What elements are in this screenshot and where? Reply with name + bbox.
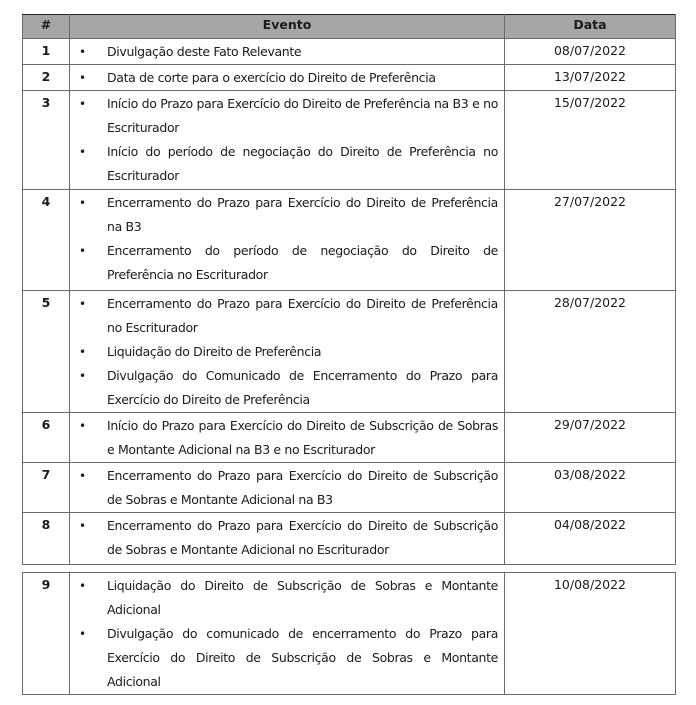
event-list (70, 191, 498, 287)
event-item (70, 292, 498, 340)
event-text: Início do Prazo para Exercício do Direito de Subscrição de Sobras e Montante Adicional na B3 e no Escriturador (107, 418, 498, 457)
header-event: Evento (70, 15, 505, 39)
event-item (70, 92, 498, 140)
event-list (70, 574, 498, 694)
event-list (70, 40, 498, 64)
bullet-icon: • (79, 45, 86, 59)
table-row (23, 573, 676, 695)
table-row (23, 65, 676, 91)
header-date: Data (505, 15, 676, 39)
event-item (70, 514, 498, 562)
row-number: 9 (23, 573, 70, 695)
event-list (70, 92, 498, 188)
table-header-row (23, 15, 676, 39)
row-events (70, 91, 505, 190)
bullet-icon: • (79, 244, 86, 258)
event-text: Data de corte para o exercício do Direito de Preferência (107, 70, 436, 85)
row-number: 8 (23, 513, 70, 565)
row-date: 03/08/2022 (505, 463, 676, 513)
row-events (70, 65, 505, 91)
event-text: Encerramento do Prazo para Exercício do Direito de Subscrição de Sobras e Montante Adicional na B3 (107, 468, 498, 507)
event-list (70, 414, 498, 462)
bullet-icon: • (79, 71, 86, 85)
row-number: 3 (23, 91, 70, 190)
event-text: Divulgação do Comunicado de Encerramento do Prazo para Exercício do Direito de Preferência (107, 368, 498, 407)
event-item (70, 40, 498, 64)
schedule-table-continued (22, 572, 676, 695)
bullet-icon: • (79, 419, 86, 433)
row-number: 5 (23, 291, 70, 413)
event-text: Divulgação do comunicado de encerramento do Prazo para Exercício do Direito de Subscrição de Sobras e Montante Adicional (107, 626, 498, 689)
event-text: Divulgação deste Fato Relevante (107, 44, 302, 59)
bullet-icon: • (79, 97, 86, 111)
table-row (23, 413, 676, 463)
event-list (70, 514, 498, 562)
table-row (23, 39, 676, 65)
event-text: Início do Prazo para Exercício do Direito de Preferência na B3 e no Escriturador (107, 96, 498, 135)
event-item (70, 574, 498, 622)
bullet-icon: • (79, 519, 86, 533)
header-number: # (23, 15, 70, 39)
row-date: 28/07/2022 (505, 291, 676, 413)
event-text: Encerramento do Prazo para Exercício do Direito de Preferência na B3 (107, 195, 498, 234)
row-events (70, 291, 505, 413)
row-date: 29/07/2022 (505, 413, 676, 463)
row-events (70, 39, 505, 65)
row-events (70, 513, 505, 565)
event-item (70, 239, 498, 287)
bullet-icon: • (79, 297, 86, 311)
row-events (70, 463, 505, 513)
row-date: 13/07/2022 (505, 65, 676, 91)
bullet-icon: • (79, 627, 86, 641)
event-text: Encerramento do Prazo para Exercício do Direito de Preferência no Escriturador (107, 296, 498, 335)
event-text: Início do período de negociação do Direito de Preferência no Escriturador (107, 144, 498, 183)
event-item (70, 191, 498, 239)
row-date: 10/08/2022 (505, 573, 676, 695)
row-date: 08/07/2022 (505, 39, 676, 65)
bullet-icon: • (79, 145, 86, 159)
event-item (70, 364, 498, 412)
event-text: Liquidação do Direito de Subscrição de Sobras e Montante Adicional (107, 578, 498, 617)
table-row (23, 463, 676, 513)
table-row (23, 91, 676, 190)
event-item (70, 622, 498, 694)
event-item (70, 140, 498, 188)
row-events (70, 413, 505, 463)
bullet-icon: • (79, 196, 86, 210)
bullet-icon: • (79, 345, 86, 359)
event-text: Encerramento do período de negociação do Direito de Preferência no Escriturador (107, 243, 498, 282)
row-number: 4 (23, 190, 70, 291)
event-item (70, 66, 498, 90)
event-text: Liquidação do Direito de Preferência (107, 344, 322, 359)
bullet-icon: • (79, 369, 86, 383)
event-list (70, 292, 498, 412)
schedule-table (22, 14, 676, 565)
row-date: 04/08/2022 (505, 513, 676, 565)
row-events (70, 573, 505, 695)
table-row (23, 190, 676, 291)
row-date: 27/07/2022 (505, 190, 676, 291)
row-number: 2 (23, 65, 70, 91)
event-list (70, 66, 498, 90)
bullet-icon: • (79, 469, 86, 483)
row-events (70, 190, 505, 291)
event-item (70, 464, 498, 512)
event-item (70, 414, 498, 462)
table-row (23, 291, 676, 413)
event-text: Encerramento do Prazo para Exercício do Direito de Subscrição de Sobras e Montante Adicional no Escriturador (107, 518, 498, 557)
event-list (70, 464, 498, 512)
row-number: 1 (23, 39, 70, 65)
bullet-icon: • (79, 579, 86, 593)
row-date: 15/07/2022 (505, 91, 676, 190)
row-number: 7 (23, 463, 70, 513)
table-row (23, 513, 676, 565)
row-number: 6 (23, 413, 70, 463)
event-item (70, 340, 498, 364)
